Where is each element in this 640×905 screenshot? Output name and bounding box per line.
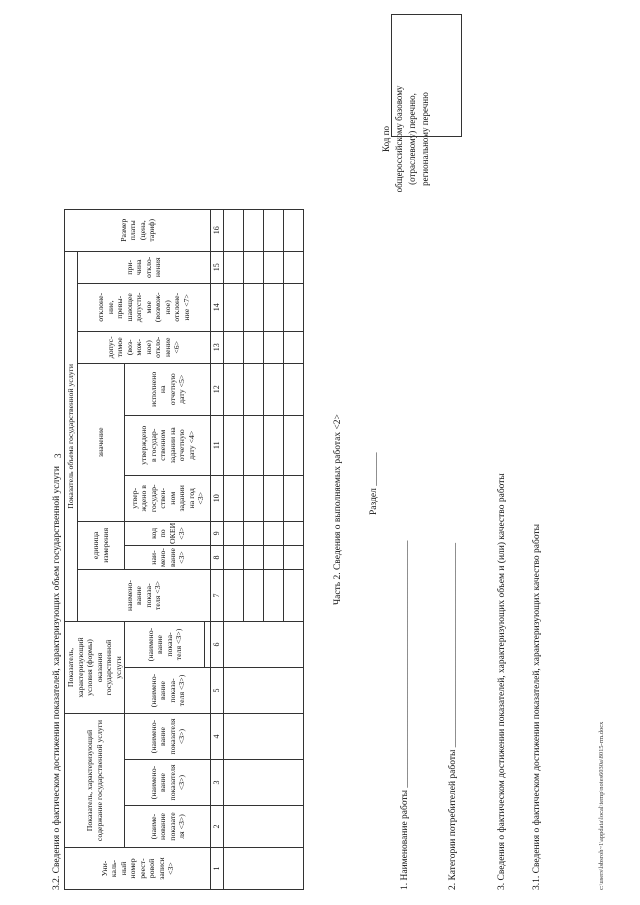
table-cell[interactable] (264, 475, 284, 521)
column-number: 16 (211, 209, 224, 251)
header-deviation-excess: отклоне- ние, превы- шающее допусти- мое (возмож- ное) отклоне- ние <7> (77, 283, 211, 331)
header-sub-indicator-6: (наимено- вание показа- теля <3>) (125, 622, 205, 668)
column-number: 12 (211, 363, 224, 415)
table-cell[interactable] (284, 283, 304, 331)
page-number: 3 (53, 453, 63, 458)
work-volume-quality-heading: 3. Сведения о фактическом достижении показателей, характеризующих объем и (или) качество работы (497, 473, 507, 890)
column-number: 1 (211, 848, 224, 890)
work-quality-heading: 3.1. Сведения о фактическом достижении показателей, характеризующих качество работы (532, 523, 542, 890)
table-cell[interactable] (244, 546, 264, 570)
work-consumers-field[interactable]: 2. Категории потребителей работы ___________________________________________ (448, 543, 458, 890)
section-title: 3.2. Сведения о фактическом достижении показателей, характеризующих объем государственной услуги (52, 466, 62, 890)
table-cell[interactable] (264, 209, 284, 251)
header-value: значение (77, 363, 125, 521)
column-number: 15 (211, 251, 224, 283)
header-sub-indicator-4: (наимено- вание показателя <3>) (125, 714, 211, 760)
classifier-code-label: Код по общероссийскому базовому (отраслевому) перечню, региональному перечню (381, 85, 430, 193)
header-approved-date: утверждено в государ- ственном задании на отчетную дату <4> (125, 415, 211, 475)
classifier-code-box[interactable] (391, 14, 462, 137)
header-volume-indicator: Показатель объема государственной услуги (65, 251, 78, 621)
table-cell[interactable] (244, 415, 264, 475)
header-unit-name: наи- мено- вание <3> (125, 546, 211, 570)
table-cell[interactable] (224, 622, 304, 668)
table-cell[interactable] (224, 283, 244, 331)
column-number: 3 (211, 760, 224, 806)
table-cell[interactable] (284, 546, 304, 570)
table-cell[interactable] (284, 521, 304, 545)
table-cell[interactable] (224, 251, 244, 283)
table-cell[interactable] (244, 251, 264, 283)
table-row (224, 209, 244, 889)
table-cell[interactable] (244, 331, 264, 363)
header-indicator-name: наимено- вание показа- теля <3> (77, 570, 211, 622)
table-cell[interactable] (244, 570, 264, 622)
table-cell[interactable] (224, 848, 304, 890)
table-cell[interactable] (224, 760, 304, 806)
table-cell[interactable] (224, 415, 244, 475)
column-number: 13 (211, 331, 224, 363)
table-cell[interactable] (264, 521, 284, 545)
column-number: 10 (211, 475, 224, 521)
column-numbers-row (211, 209, 224, 889)
table-cell[interactable] (264, 283, 284, 331)
table-cell[interactable] (224, 209, 244, 251)
column-number: 4 (211, 714, 224, 760)
header-unit-code: код по ОКЕИ <3> (125, 521, 211, 545)
table-cell[interactable] (224, 668, 304, 714)
table-cell[interactable] (284, 251, 304, 283)
header-deviation-reason: при- чина отклo- нения (77, 251, 211, 283)
table-cell[interactable] (224, 521, 244, 545)
part2-title: Часть 2. Сведения о выполняемых работах <2> (333, 414, 343, 605)
header-approved-year: утвер- ждено в государ- ствен- ном задании на год <3> (125, 475, 211, 521)
column-number: 7 (211, 570, 224, 622)
column-number: 5 (211, 668, 224, 714)
section-number-label: Раздел _______ (369, 452, 379, 515)
header-sub-indicator-2: (наиме- нование показате ля <3>) (125, 806, 211, 848)
table-cell[interactable] (244, 209, 264, 251)
table-cell[interactable] (284, 331, 304, 363)
header-content-indicator: Показатель, характеризующий содержание государственной услуги (65, 714, 125, 848)
table-cell[interactable] (284, 363, 304, 415)
header-sub-indicator-5: (наимено- вание показа- теля <3>) (125, 668, 211, 714)
header-sub-indicator-3: (наимено- вание показателя <3>) (125, 760, 211, 806)
table-cell[interactable] (264, 415, 284, 475)
column-number: 11 (211, 415, 224, 475)
table-cell[interactable] (224, 806, 304, 848)
table-cell[interactable] (284, 415, 304, 475)
table-cell[interactable] (244, 475, 264, 521)
table-cell[interactable] (224, 363, 244, 415)
column-number: 6 (211, 622, 224, 668)
table-cell[interactable] (284, 209, 304, 251)
table-cell[interactable] (284, 570, 304, 622)
column-number: 8 (211, 546, 224, 570)
work-name-field[interactable]: 1. Наименование работы ____________________________________________________ (400, 540, 410, 890)
table-cell[interactable] (224, 714, 304, 760)
table-cell[interactable] (244, 363, 264, 415)
header-conditions-indicator: Показатель, характеризующий условия (формы) оказания государственной услуги (65, 622, 125, 714)
file-path-footer: c:\users\lsbsroh~1\appdata\local\temp\notes6030a\8015-rm.docx (598, 721, 605, 890)
table-cell[interactable] (244, 521, 264, 545)
column-number: 2 (211, 806, 224, 848)
table-cell[interactable] (264, 570, 284, 622)
table-cell[interactable] (264, 363, 284, 415)
table-cell[interactable] (264, 331, 284, 363)
volume-indicators-table (64, 209, 304, 890)
header-fee: Размер платы (цена, тариф) (65, 209, 211, 251)
table-cell[interactable] (264, 251, 284, 283)
header-executed: исполнено на отчетную дату <5> (125, 363, 211, 415)
column-number: 14 (211, 283, 224, 331)
header-unique-number: Уни- каль- ный номер реест- ровой записи <3> (65, 848, 211, 890)
table-cell[interactable] (224, 570, 244, 622)
table-cell[interactable] (224, 546, 244, 570)
column-number: 9 (211, 521, 224, 545)
table-cell[interactable] (244, 283, 264, 331)
header-deviation-allowed: допус- тимое (воз- мож- ное) откло- нение <6> (77, 331, 211, 363)
table-cell[interactable] (224, 475, 244, 521)
table-cell[interactable] (284, 475, 304, 521)
table-cell[interactable] (264, 546, 284, 570)
header-unit: единица измерения (77, 521, 125, 569)
table-cell[interactable] (224, 331, 244, 363)
